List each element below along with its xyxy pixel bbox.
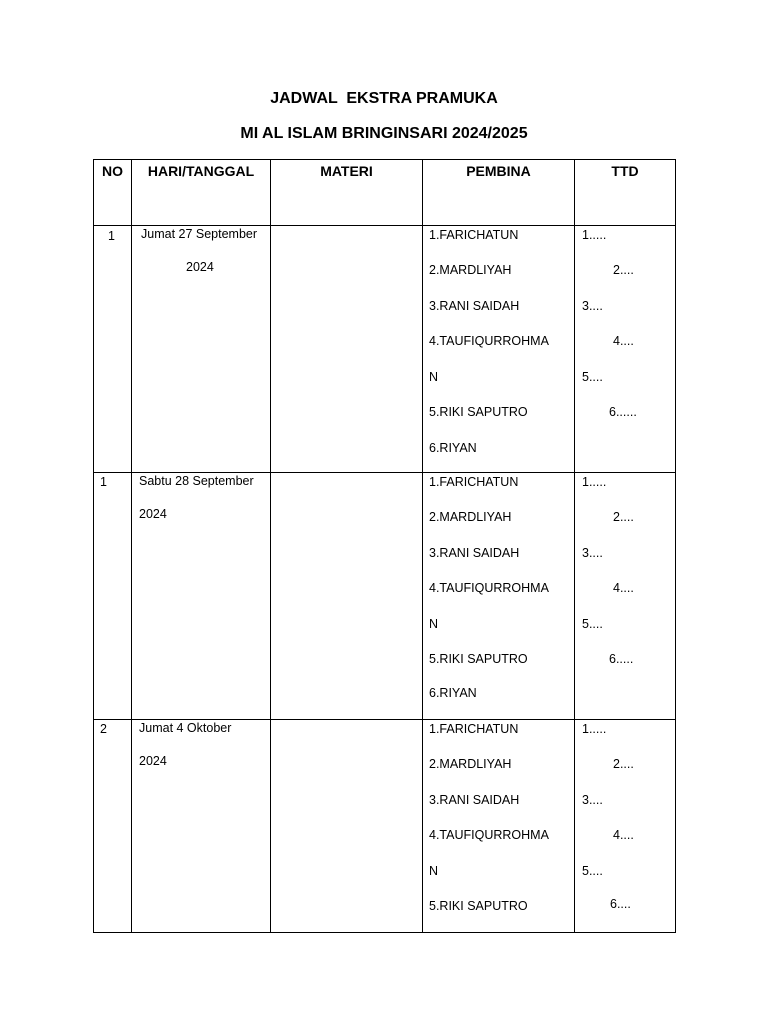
pembina-item: 6.RIYAN bbox=[429, 686, 477, 700]
pembina-item: N bbox=[429, 617, 439, 631]
cell-date bbox=[132, 473, 271, 720]
cell-pembina bbox=[423, 473, 575, 720]
ttd-item: 1..... bbox=[582, 722, 607, 736]
pembina-item: 5.RIKI SAPUTRO bbox=[429, 652, 528, 666]
ttd-item: 2.... bbox=[613, 263, 634, 277]
ttd-item: 6.... bbox=[610, 897, 631, 911]
pembina-item: 1.FARICHATUN bbox=[429, 228, 519, 242]
header-pembina: PEMBINA bbox=[423, 160, 575, 226]
pembina-item: 3.RANI SAIDAH bbox=[429, 546, 520, 560]
cell-ttd bbox=[575, 473, 676, 720]
pembina-item: 2.MARDLIYAH bbox=[429, 757, 512, 771]
cell-pembina bbox=[423, 720, 575, 933]
ttd-item: 2.... bbox=[613, 757, 634, 771]
ttd-item: 3.... bbox=[582, 299, 603, 313]
row-number: 2 bbox=[100, 722, 107, 736]
pembina-item: 3.RANI SAIDAH bbox=[429, 793, 520, 807]
schedule-table bbox=[93, 159, 676, 933]
ttd-item: 4.... bbox=[613, 334, 634, 348]
cell-materi bbox=[271, 473, 423, 720]
cell-materi bbox=[271, 720, 423, 933]
pembina-item: 6.RIYAN bbox=[429, 441, 477, 455]
pembina-item: N bbox=[429, 864, 439, 878]
ttd-item: 4.... bbox=[613, 581, 634, 595]
pembina-item: 1.FARICHATUN bbox=[429, 475, 519, 489]
pembina-item: 3.RANI SAIDAH bbox=[429, 299, 520, 313]
ttd-item: 4.... bbox=[613, 828, 634, 842]
table-row bbox=[94, 720, 676, 933]
row-number: 1 bbox=[108, 229, 115, 243]
pembina-item: 2.MARDLIYAH bbox=[429, 263, 512, 277]
cell-pembina bbox=[423, 226, 575, 473]
ttd-item: 1..... bbox=[582, 475, 607, 489]
pembina-item: 1.FARICHATUN bbox=[429, 722, 519, 736]
document-subtitle: MI AL ISLAM BRINGINSARI 2024/2025 bbox=[240, 125, 528, 142]
table-row bbox=[94, 226, 676, 473]
ttd-item: 5.... bbox=[582, 617, 603, 631]
row-number: 1 bbox=[100, 475, 107, 489]
ttd-item: 3.... bbox=[582, 546, 603, 560]
cell-no bbox=[94, 226, 132, 473]
date-line-1: Jumat 27 September bbox=[141, 227, 258, 241]
header-row bbox=[94, 160, 676, 226]
ttd-item: 1..... bbox=[582, 228, 607, 242]
cell-date bbox=[132, 720, 271, 933]
ttd-item: 6...... bbox=[609, 405, 637, 419]
header-no: NO bbox=[94, 160, 132, 226]
pembina-item: 2.MARDLIYAH bbox=[429, 510, 512, 524]
document-title: JADWAL EKSTRA PRAMUKA bbox=[270, 90, 498, 107]
ttd-item: 2.... bbox=[613, 510, 634, 524]
date-line-1: Jumat 4 Oktober bbox=[139, 721, 232, 735]
pembina-item: 4.TAUFIQURROHMA bbox=[429, 581, 549, 595]
date-line-2: 2024 bbox=[139, 754, 167, 768]
ttd-item: 5.... bbox=[582, 370, 603, 384]
header-materi: MATERI bbox=[271, 160, 423, 226]
cell-ttd bbox=[575, 226, 676, 473]
cell-no bbox=[94, 473, 132, 720]
ttd-item: 5.... bbox=[582, 864, 603, 878]
header-ttd: TTD bbox=[575, 160, 676, 226]
pembina-item: 5.RIKI SAPUTRO bbox=[429, 405, 528, 419]
pembina-item: N bbox=[429, 370, 439, 384]
table-row bbox=[94, 473, 676, 720]
pembina-item: 4.TAUFIQURROHMA bbox=[429, 334, 549, 348]
cell-date bbox=[132, 226, 271, 473]
date-line-2: 2024 bbox=[186, 260, 214, 274]
header-hari-tanggal: HARI/TANGGAL bbox=[132, 160, 271, 226]
pembina-item: 5.RIKI SAPUTRO bbox=[429, 899, 528, 913]
cell-no bbox=[94, 720, 132, 933]
ttd-item: 6..... bbox=[609, 652, 634, 666]
cell-ttd bbox=[575, 720, 676, 933]
date-line-2: 2024 bbox=[139, 507, 167, 521]
cell-materi bbox=[271, 226, 423, 473]
pembina-item: 4.TAUFIQURROHMA bbox=[429, 828, 549, 842]
ttd-item: 3.... bbox=[582, 793, 603, 807]
date-line-1: Sabtu 28 September bbox=[139, 474, 254, 488]
